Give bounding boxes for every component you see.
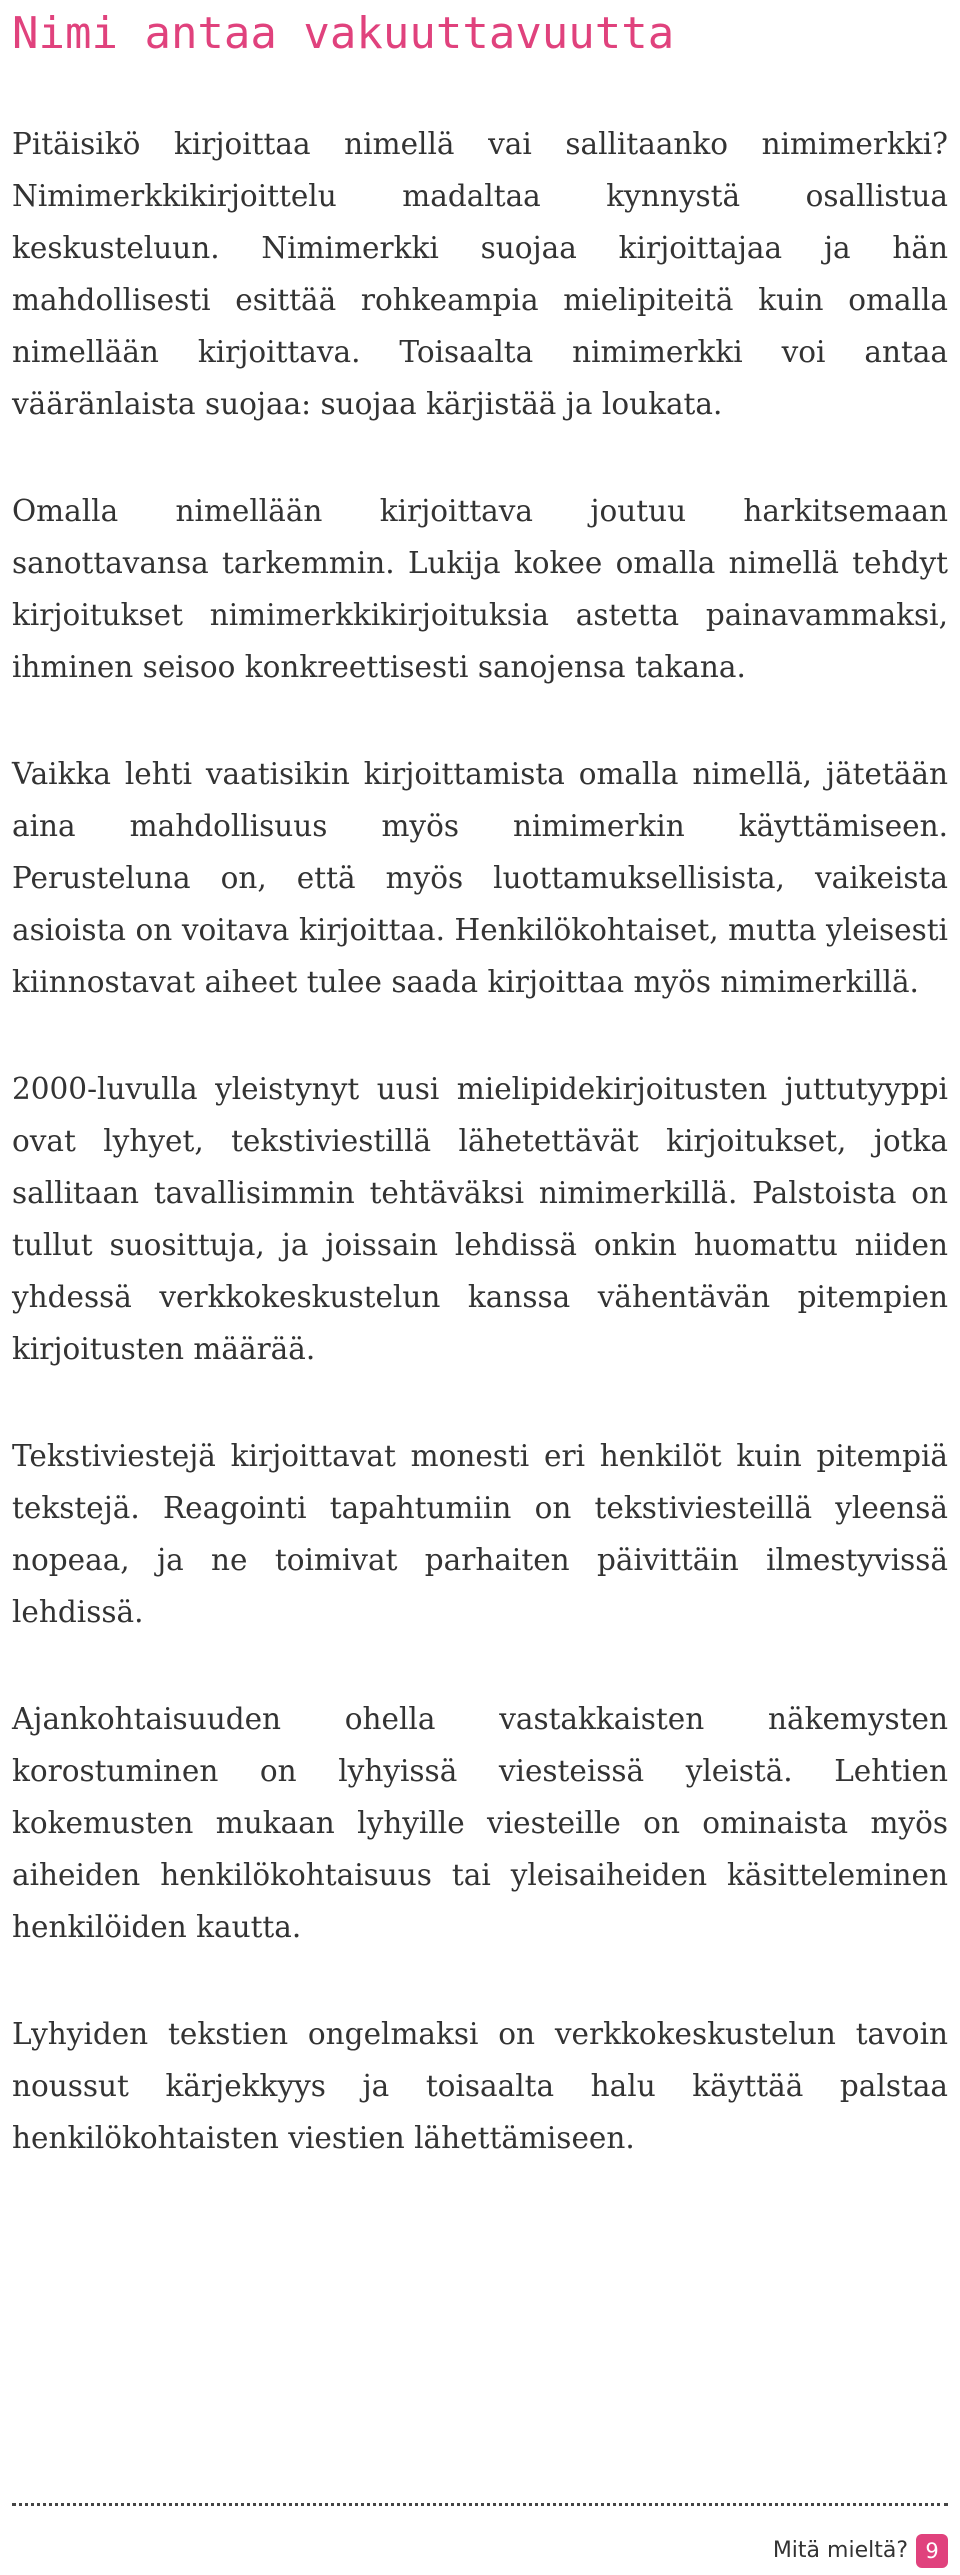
page-number-badge: 9 <box>916 2534 948 2568</box>
footer-label: Mitä mieltä? <box>772 2538 908 2563</box>
paragraph-5: Tekstiviestejä kirjoittavat monesti eri henkilöt kuin pitempiä tekstejä. Reagointi tapahtumiin on tekstiviesteillä yleensä nopeaa, ja ne toimivat parhaiten päivittäin ilmestyvissä lehdissä. <box>12 1439 948 1629</box>
page-title: Nimi antaa vakuuttavuutta <box>12 8 675 59</box>
paragraph-1: Pitäisikö kirjoittaa nimellä vai sallitaanko nimimerkki? Nimimerkkikirjoittelu madaltaa kynnystä osallistua keskusteluun. Nimimerkki suojaa kirjoittajaa ja hän mahdollisesti esittää rohkeampia mielipiteitä kuin omalla nimellään kirjoittava. Toisaalta nimimerkki voi antaa vääränlaista suojaa: suojaa kärjistää ja loukata. <box>12 127 948 421</box>
paragraph-4: 2000-luvulla yleistynyt uusi mielipidekirjoitusten juttutyyppi ovat lyhyet, tekstiviestillä lähetettävät kirjoitukset, jotka sallitaan tavallisimmin tehtäväksi nimimerkillä. Palstoista on tullut suosittuja, ja joissain lehdissä onkin huomattu niiden yhdessä verkkokeskustelun kanssa vähentävän pitempien kirjoitusten määrää. <box>12 1072 948 1366</box>
paragraph-3: Vaikka lehti vaatisikin kirjoittamista omalla nimellä, jätetään aina mahdollisuus myös nimimerkin käyttämiseen. Perusteluna on, että myös luottamuksellisista, vaikeista asioista on voitava kirjoittaa. Henkilökohtaiset, mutta yleisesti kiinnostavat aiheet tulee saada kirjoittaa myös nimimerkillä. <box>12 757 948 999</box>
footer-divider <box>12 2503 948 2506</box>
paragraph-6: Ajankohtaisuuden ohella vastakkaisten näkemysten korostuminen on lyhyissä viesteissä yleistä. Lehtien kokemusten mukaan lyhyille viesteille on ominaista myös aiheiden henkilökohtaisuus tai yleisaiheiden käsitteleminen henkilöiden kautta. <box>12 1702 948 1944</box>
paragraph-7: Lyhyiden tekstien ongelmaksi on verkkokeskustelun tavoin noussut kärjekkyys ja toisaalta halu käyttää palstaa henkilökohtaisten viestien lähettämiseen. <box>12 2017 948 2155</box>
paragraph-2: Omalla nimellään kirjoittava joutuu harkitsemaan sanottavansa tarkemmin. Lukija kokee omalla nimellä tehdyt kirjoitukset nimimerkkikirjoituksia astetta painavammaksi, ihminen seisoo konkreettisesti sanojensa takana. <box>12 494 948 684</box>
article-body <box>12 118 948 2164</box>
